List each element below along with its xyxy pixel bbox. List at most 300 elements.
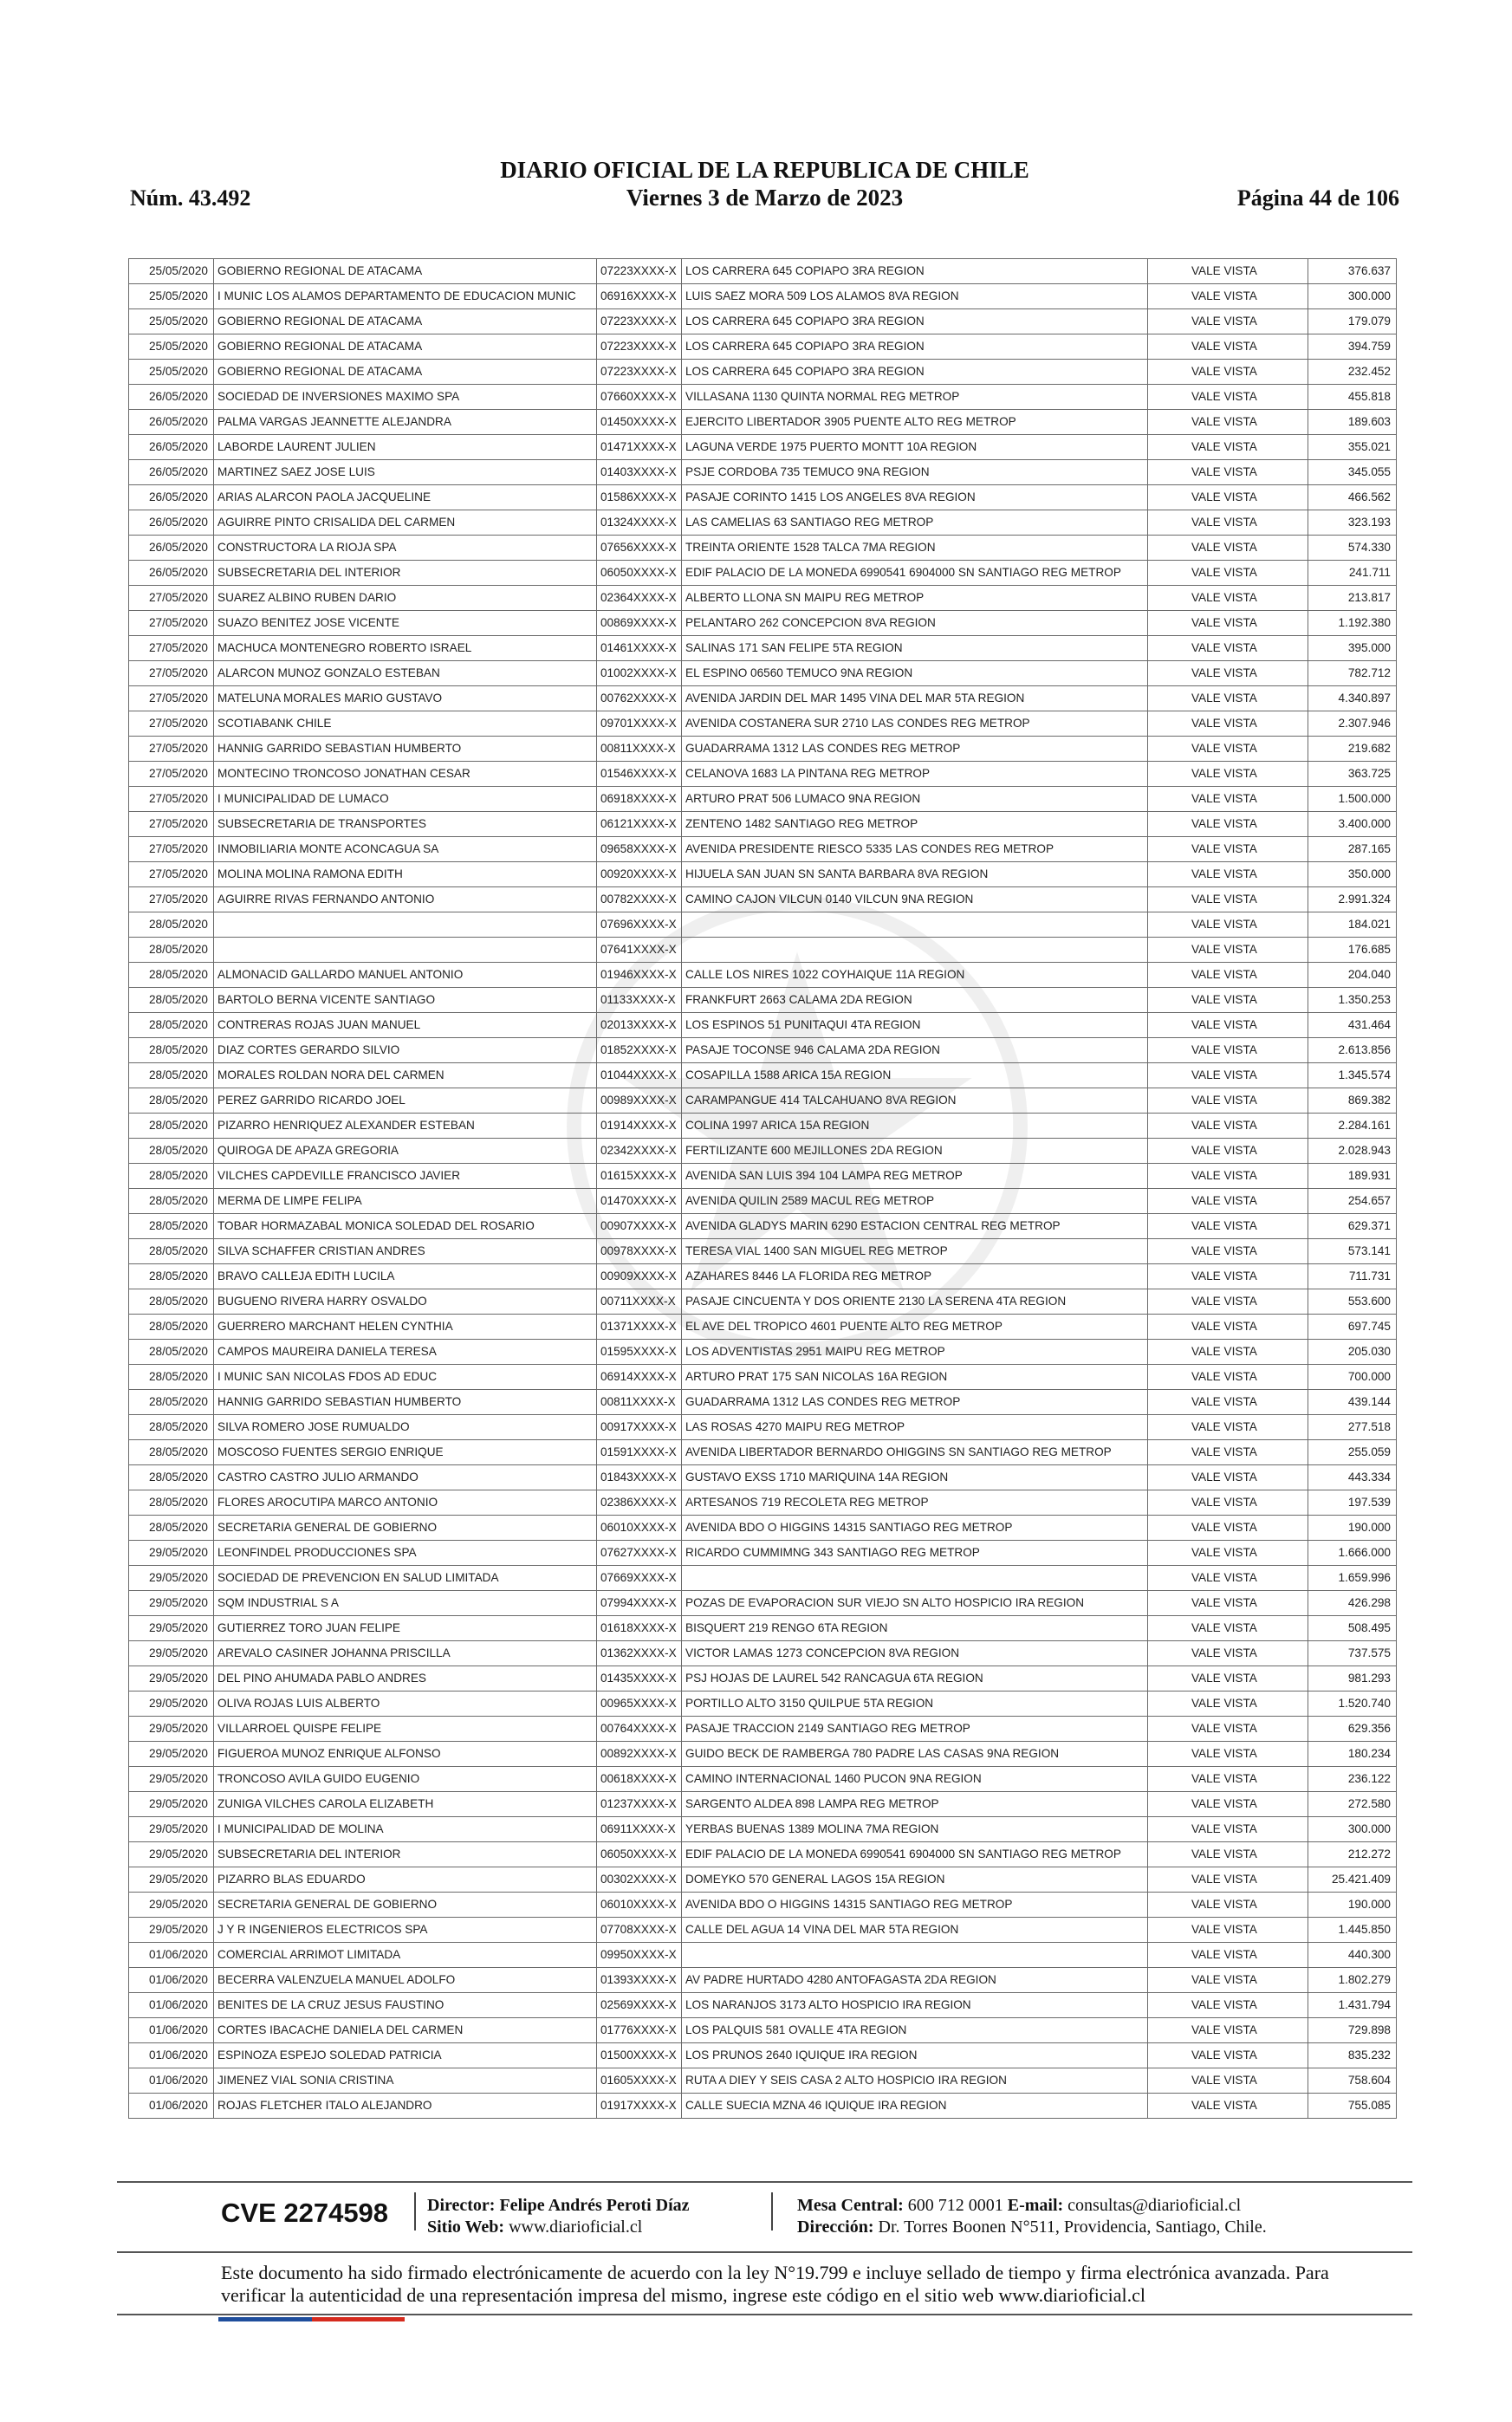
row-payment-method: VALE VISTA <box>1148 259 1308 284</box>
row-payment-method: VALE VISTA <box>1148 2094 1308 2119</box>
row-date: 27/05/2020 <box>129 711 214 737</box>
table-row <box>129 410 1397 435</box>
row-amount: 254.657 <box>1308 1189 1397 1214</box>
row-address: POZAS DE EVAPORACION SUR VIEJO SN ALTO HOSPICIO IRA REGION <box>682 1591 1148 1616</box>
row-name: SQM INDUSTRIAL S A <box>214 1591 597 1616</box>
row-name: DIAZ CORTES GERARDO SILVIO <box>214 1038 597 1063</box>
row-amount: 236.122 <box>1308 1767 1397 1792</box>
row-rut: 01776XXXX-X <box>597 2018 682 2043</box>
row-name: LABORDE LAURENT JULIEN <box>214 435 597 460</box>
row-address: LOS CARRERA 645 COPIAPO 3RA REGION <box>682 334 1148 360</box>
row-rut: 00762XXXX-X <box>597 686 682 711</box>
row-date: 25/05/2020 <box>129 259 214 284</box>
table-row <box>129 385 1397 410</box>
row-name: MATELUNA MORALES MARIO GUSTAVO <box>214 686 597 711</box>
row-rut: 01044XXXX-X <box>597 1063 682 1088</box>
row-rut: 00782XXXX-X <box>597 887 682 912</box>
row-rut: 07696XXXX-X <box>597 912 682 938</box>
row-address: ALBERTO LLONA SN MAIPU REG METROP <box>682 586 1148 611</box>
table-row <box>129 1239 1397 1264</box>
row-date: 27/05/2020 <box>129 611 214 636</box>
row-rut: 06121XXXX-X <box>597 812 682 837</box>
row-date: 25/05/2020 <box>129 309 214 334</box>
address-value: Dr. Torres Boonen N°511, Providencia, Santiago, Chile. <box>878 2217 1267 2237</box>
row-amount: 395.000 <box>1308 636 1397 661</box>
row-name: ROJAS FLETCHER ITALO ALEJANDRO <box>214 2094 597 2119</box>
table-row <box>129 1867 1397 1893</box>
row-date: 29/05/2020 <box>129 1616 214 1641</box>
table-row <box>129 1139 1397 1164</box>
row-date: 27/05/2020 <box>129 837 214 862</box>
row-amount: 232.452 <box>1308 360 1397 385</box>
row-name: DEL PINO AHUMADA PABLO ANDRES <box>214 1666 597 1692</box>
row-payment-method: VALE VISTA <box>1148 636 1308 661</box>
row-address: AVENIDA BDO O HIGGINS 14315 SANTIAGO REG METROP <box>682 1516 1148 1541</box>
table-row <box>129 1767 1397 1792</box>
director-line <box>427 2195 690 2217</box>
row-name: QUIROGA DE APAZA GREGORIA <box>214 1139 597 1164</box>
row-amount: 219.682 <box>1308 737 1397 762</box>
table-row <box>129 1440 1397 1465</box>
email-link[interactable]: consultas@diarioficial.cl <box>1067 2196 1242 2215</box>
table-row <box>129 1641 1397 1666</box>
chile-flag-stripe <box>218 2317 405 2321</box>
row-name: CASTRO CASTRO JULIO ARMANDO <box>214 1465 597 1490</box>
row-rut: 06010XXXX-X <box>597 1893 682 1918</box>
table-row <box>129 1315 1397 1340</box>
row-address: AVENIDA GLADYS MARIN 6290 ESTACION CENTRAL REG METROP <box>682 1214 1148 1239</box>
row-name: MERMA DE LIMPE FELIPA <box>214 1189 597 1214</box>
row-address: AVENIDA SAN LUIS 394 104 LAMPA REG METROP <box>682 1164 1148 1189</box>
row-amount: 553.600 <box>1308 1289 1397 1315</box>
table-row <box>129 1541 1397 1566</box>
row-amount: 729.898 <box>1308 2018 1397 2043</box>
row-address: AVENIDA QUILIN 2589 MACUL REG METROP <box>682 1189 1148 1214</box>
flag-red-segment <box>312 2317 406 2321</box>
row-name: AGUIRRE PINTO CRISALIDA DEL CARMEN <box>214 510 597 536</box>
row-name: SECRETARIA GENERAL DE GOBIERNO <box>214 1516 597 1541</box>
row-date: 28/05/2020 <box>129 1164 214 1189</box>
row-date: 28/05/2020 <box>129 1390 214 1415</box>
row-amount: 1.431.794 <box>1308 1993 1397 2018</box>
row-address: GUADARRAMA 1312 LAS CONDES REG METROP <box>682 737 1148 762</box>
row-amount: 782.712 <box>1308 661 1397 686</box>
row-address: LAGUNA VERDE 1975 PUERTO MONTT 10A REGION <box>682 435 1148 460</box>
row-address: ARTURO PRAT 506 LUMACO 9NA REGION <box>682 787 1148 812</box>
row-address: AVENIDA PRESIDENTE RIESCO 5335 LAS CONDES REG METROP <box>682 837 1148 862</box>
row-name: ZUNIGA VILCHES CAROLA ELIZABETH <box>214 1792 597 1817</box>
row-name: PIZARRO HENRIQUEZ ALEXANDER ESTEBAN <box>214 1114 597 1139</box>
row-date: 28/05/2020 <box>129 1139 214 1164</box>
row-address: EDIF PALACIO DE LA MONEDA 6990541 6904000 SN SANTIAGO REG METROP <box>682 561 1148 586</box>
table-row <box>129 259 1397 284</box>
row-payment-method: VALE VISTA <box>1148 460 1308 485</box>
row-amount: 455.818 <box>1308 385 1397 410</box>
row-payment-method: VALE VISTA <box>1148 1038 1308 1063</box>
row-date: 27/05/2020 <box>129 737 214 762</box>
table-row <box>129 1038 1397 1063</box>
row-address: ARTURO PRAT 175 SAN NICOLAS 16A REGION <box>682 1365 1148 1390</box>
row-date: 01/06/2020 <box>129 2094 214 2119</box>
row-amount: 431.464 <box>1308 1013 1397 1038</box>
row-payment-method: VALE VISTA <box>1148 284 1308 309</box>
row-name: GUERRERO MARCHANT HELEN CYNTHIA <box>214 1315 597 1340</box>
row-payment-method: VALE VISTA <box>1148 1465 1308 1490</box>
row-name: SUBSECRETARIA DEL INTERIOR <box>214 561 597 586</box>
row-payment-method: VALE VISTA <box>1148 963 1308 988</box>
row-payment-method: VALE VISTA <box>1148 737 1308 762</box>
row-amount: 197.539 <box>1308 1490 1397 1516</box>
row-date: 28/05/2020 <box>129 1013 214 1038</box>
footer-contact-block <box>797 2195 1267 2238</box>
row-payment-method: VALE VISTA <box>1148 661 1308 686</box>
row-amount: 355.021 <box>1308 435 1397 460</box>
row-rut: 09701XXXX-X <box>597 711 682 737</box>
row-address: LOS ESPINOS 51 PUNITAQUI 4TA REGION <box>682 1013 1148 1038</box>
row-address: VICTOR LAMAS 1273 CONCEPCION 8VA REGION <box>682 1641 1148 1666</box>
row-name: GOBIERNO REGIONAL DE ATACAMA <box>214 360 597 385</box>
table-row <box>129 586 1397 611</box>
row-payment-method: VALE VISTA <box>1148 1164 1308 1189</box>
row-name: SILVA SCHAFFER CRISTIAN ANDRES <box>214 1239 597 1264</box>
row-rut: 00920XXXX-X <box>597 862 682 887</box>
row-rut: 06918XXXX-X <box>597 787 682 812</box>
row-name: FIGUEROA MUNOZ ENRIQUE ALFONSO <box>214 1742 597 1767</box>
row-name: HANNIG GARRIDO SEBASTIAN HUMBERTO <box>214 737 597 762</box>
row-rut: 09950XXXX-X <box>597 1943 682 1968</box>
row-address: LOS PALQUIS 581 OVALLE 4TA REGION <box>682 2018 1148 2043</box>
row-amount: 363.725 <box>1308 762 1397 787</box>
row-name: BRAVO CALLEJA EDITH LUCILA <box>214 1264 597 1289</box>
row-payment-method: VALE VISTA <box>1148 1214 1308 1239</box>
row-amount: 2.307.946 <box>1308 711 1397 737</box>
row-date: 28/05/2020 <box>129 1340 214 1365</box>
table-row <box>129 1516 1397 1541</box>
table-row <box>129 862 1397 887</box>
row-rut: 01615XXXX-X <box>597 1164 682 1189</box>
row-address: LOS NARANJOS 3173 ALTO HOSPICIO IRA REGION <box>682 1993 1148 2018</box>
row-amount: 1.520.740 <box>1308 1692 1397 1717</box>
row-amount: 1.445.850 <box>1308 1918 1397 1943</box>
row-payment-method: VALE VISTA <box>1148 536 1308 561</box>
row-name: ARIAS ALARCON PAOLA JACQUELINE <box>214 485 597 510</box>
row-amount: 300.000 <box>1308 284 1397 309</box>
row-rut: 07627XXXX-X <box>597 1541 682 1566</box>
row-payment-method: VALE VISTA <box>1148 1139 1308 1164</box>
flag-blue-segment <box>218 2317 312 2321</box>
row-date: 27/05/2020 <box>129 862 214 887</box>
row-payment-method: VALE VISTA <box>1148 1541 1308 1566</box>
table-row <box>129 360 1397 385</box>
row-name: SUAZO BENITEZ JOSE VICENTE <box>214 611 597 636</box>
row-date: 28/05/2020 <box>129 938 214 963</box>
row-rut: 00989XXXX-X <box>597 1088 682 1114</box>
row-rut: 01362XXXX-X <box>597 1641 682 1666</box>
row-date: 28/05/2020 <box>129 1189 214 1214</box>
row-payment-method: VALE VISTA <box>1148 586 1308 611</box>
row-rut: 02386XXXX-X <box>597 1490 682 1516</box>
table-row <box>129 536 1397 561</box>
row-amount: 300.000 <box>1308 1817 1397 1842</box>
row-date: 01/06/2020 <box>129 1968 214 1993</box>
row-date: 29/05/2020 <box>129 1792 214 1817</box>
table-row <box>129 711 1397 737</box>
table-row <box>129 1616 1397 1641</box>
row-address: CAMINO INTERNACIONAL 1460 PUCON 9NA REGION <box>682 1767 1148 1792</box>
row-payment-method: VALE VISTA <box>1148 1666 1308 1692</box>
row-rut: 01324XXXX-X <box>597 510 682 536</box>
row-amount: 629.356 <box>1308 1717 1397 1742</box>
row-name: MONTECINO TRONCOSO JONATHAN CESAR <box>214 762 597 787</box>
row-payment-method: VALE VISTA <box>1148 1289 1308 1315</box>
row-name: MORALES ROLDAN NORA DEL CARMEN <box>214 1063 597 1088</box>
row-amount: 180.234 <box>1308 1742 1397 1767</box>
row-payment-method: VALE VISTA <box>1148 787 1308 812</box>
row-name: AGUIRRE RIVAS FERNANDO ANTONIO <box>214 887 597 912</box>
row-date: 28/05/2020 <box>129 912 214 938</box>
row-name: SUBSECRETARIA DE TRANSPORTES <box>214 812 597 837</box>
row-payment-method: VALE VISTA <box>1148 1616 1308 1641</box>
row-amount: 3.400.000 <box>1308 812 1397 837</box>
row-name: ALARCON MUNOZ GONZALO ESTEBAN <box>214 661 597 686</box>
row-rut: 01450XXXX-X <box>597 410 682 435</box>
row-payment-method: VALE VISTA <box>1148 1968 1308 1993</box>
table-row <box>129 1742 1397 1767</box>
footer-divider <box>771 2192 773 2230</box>
row-amount: 1.350.253 <box>1308 988 1397 1013</box>
row-amount: 323.193 <box>1308 510 1397 536</box>
row-date: 28/05/2020 <box>129 1516 214 1541</box>
row-name: GOBIERNO REGIONAL DE ATACAMA <box>214 309 597 334</box>
table-row <box>129 812 1397 837</box>
row-payment-method: VALE VISTA <box>1148 1365 1308 1390</box>
row-address: GUADARRAMA 1312 LAS CONDES REG METROP <box>682 1390 1148 1415</box>
row-amount: 376.637 <box>1308 259 1397 284</box>
row-address: AVENIDA JARDIN DEL MAR 1495 VINA DEL MAR 5TA REGION <box>682 686 1148 711</box>
row-payment-method: VALE VISTA <box>1148 1993 1308 2018</box>
row-payment-method: VALE VISTA <box>1148 762 1308 787</box>
row-address: LOS CARRERA 645 COPIAPO 3RA REGION <box>682 309 1148 334</box>
table-row <box>129 561 1397 586</box>
row-rut: 07641XXXX-X <box>597 938 682 963</box>
row-date: 26/05/2020 <box>129 561 214 586</box>
table-row <box>129 1264 1397 1289</box>
row-amount: 1.659.996 <box>1308 1566 1397 1591</box>
table-row <box>129 435 1397 460</box>
row-address: PSJE CORDOBA 735 TEMUCO 9NA REGION <box>682 460 1148 485</box>
row-payment-method: VALE VISTA <box>1148 988 1308 1013</box>
row-address: SARGENTO ALDEA 898 LAMPA REG METROP <box>682 1792 1148 1817</box>
row-address: LOS PRUNOS 2640 IQUIQUE IRA REGION <box>682 2043 1148 2068</box>
row-payment-method: VALE VISTA <box>1148 1591 1308 1616</box>
row-payment-method: VALE VISTA <box>1148 1114 1308 1139</box>
row-amount: 213.817 <box>1308 586 1397 611</box>
table-row <box>129 1968 1397 1993</box>
row-date: 25/05/2020 <box>129 284 214 309</box>
row-payment-method: VALE VISTA <box>1148 1340 1308 1365</box>
row-date: 29/05/2020 <box>129 1666 214 1692</box>
director-label: Director: <box>427 2196 496 2215</box>
table-row <box>129 988 1397 1013</box>
row-date: 27/05/2020 <box>129 787 214 812</box>
row-amount: 277.518 <box>1308 1415 1397 1440</box>
row-payment-method: VALE VISTA <box>1148 410 1308 435</box>
row-rut: 02342XXXX-X <box>597 1139 682 1164</box>
publication-title: DIARIO OFICIAL DE LA REPUBLICA DE CHILE <box>500 157 1029 183</box>
row-address: ARTESANOS 719 RECOLETA REG METROP <box>682 1490 1148 1516</box>
row-amount: 981.293 <box>1308 1666 1397 1692</box>
row-address: AZAHARES 8446 LA FLORIDA REG METROP <box>682 1264 1148 1289</box>
row-rut: 00618XXXX-X <box>597 1767 682 1792</box>
row-rut: 06050XXXX-X <box>597 1842 682 1867</box>
row-date: 29/05/2020 <box>129 1918 214 1943</box>
row-amount: 711.731 <box>1308 1264 1397 1289</box>
row-amount: 350.000 <box>1308 862 1397 887</box>
table-row <box>129 1842 1397 1867</box>
row-address <box>682 938 1148 963</box>
row-date: 26/05/2020 <box>129 536 214 561</box>
row-rut: 07223XXXX-X <box>597 334 682 360</box>
row-payment-method: VALE VISTA <box>1148 1063 1308 1088</box>
row-date: 27/05/2020 <box>129 661 214 686</box>
row-amount: 426.298 <box>1308 1591 1397 1616</box>
mesa-line <box>797 2195 1267 2217</box>
row-address: LOS CARRERA 645 COPIAPO 3RA REGION <box>682 259 1148 284</box>
row-date: 27/05/2020 <box>129 686 214 711</box>
row-payment-method: VALE VISTA <box>1148 485 1308 510</box>
table-row <box>129 460 1397 485</box>
row-payment-method: VALE VISTA <box>1148 1918 1308 1943</box>
row-rut: 00965XXXX-X <box>597 1692 682 1717</box>
row-name: GOBIERNO REGIONAL DE ATACAMA <box>214 259 597 284</box>
row-rut: 06914XXXX-X <box>597 1365 682 1390</box>
row-amount: 345.055 <box>1308 460 1397 485</box>
row-address: PASAJE CORINTO 1415 LOS ANGELES 8VA REGION <box>682 485 1148 510</box>
row-name: SOCIEDAD DE INVERSIONES MAXIMO SPA <box>214 385 597 410</box>
table-row <box>129 1164 1397 1189</box>
row-name: GOBIERNO REGIONAL DE ATACAMA <box>214 334 597 360</box>
row-amount: 190.000 <box>1308 1893 1397 1918</box>
row-rut: 07669XXXX-X <box>597 1566 682 1591</box>
row-name: LEONFINDEL PRODUCCIONES SPA <box>214 1541 597 1566</box>
row-address: AV PADRE HURTADO 4280 ANTOFAGASTA 2DA REGION <box>682 1968 1148 1993</box>
page-number: Página 44 de 106 <box>1236 185 1399 211</box>
table-row <box>129 1817 1397 1842</box>
row-address: LOS ADVENTISTAS 2951 MAIPU REG METROP <box>682 1340 1148 1365</box>
row-name: VILLARROEL QUISPE FELIPE <box>214 1717 597 1742</box>
row-amount: 1.802.279 <box>1308 1968 1397 1993</box>
row-payment-method: VALE VISTA <box>1148 334 1308 360</box>
row-date: 27/05/2020 <box>129 887 214 912</box>
row-payment-method: VALE VISTA <box>1148 1867 1308 1893</box>
table-row <box>129 1114 1397 1139</box>
row-payment-method: VALE VISTA <box>1148 912 1308 938</box>
table-row <box>129 510 1397 536</box>
row-payment-method: VALE VISTA <box>1148 837 1308 862</box>
table-row <box>129 1365 1397 1390</box>
row-amount: 2.991.324 <box>1308 887 1397 912</box>
row-date: 29/05/2020 <box>129 1692 214 1717</box>
row-amount: 1.192.380 <box>1308 611 1397 636</box>
row-amount: 508.495 <box>1308 1616 1397 1641</box>
row-rut: 06010XXXX-X <box>597 1516 682 1541</box>
website-link[interactable]: www.diarioficial.cl <box>509 2217 643 2237</box>
row-address <box>682 1566 1148 1591</box>
website-label: Sitio Web: <box>427 2217 505 2237</box>
row-address: PELANTARO 262 CONCEPCION 8VA REGION <box>682 611 1148 636</box>
row-amount: 394.759 <box>1308 334 1397 360</box>
row-rut: 01605XXXX-X <box>597 2068 682 2094</box>
row-address: AVENIDA BDO O HIGGINS 14315 SANTIAGO REG METROP <box>682 1893 1148 1918</box>
row-rut: 02364XXXX-X <box>597 586 682 611</box>
row-rut: 07660XXXX-X <box>597 385 682 410</box>
row-rut: 06050XXXX-X <box>597 561 682 586</box>
row-payment-method: VALE VISTA <box>1148 1742 1308 1767</box>
table-row <box>129 737 1397 762</box>
row-date: 26/05/2020 <box>129 410 214 435</box>
row-date: 28/05/2020 <box>129 988 214 1013</box>
row-address: TREINTA ORIENTE 1528 TALCA 7MA REGION <box>682 536 1148 561</box>
row-rut: 01393XXXX-X <box>597 1968 682 1993</box>
table-row <box>129 787 1397 812</box>
row-amount: 2.284.161 <box>1308 1114 1397 1139</box>
row-amount: 1.345.574 <box>1308 1063 1397 1088</box>
row-name: CORTES IBACACHE DANIELA DEL CARMEN <box>214 2018 597 2043</box>
row-amount: 835.232 <box>1308 2043 1397 2068</box>
publication-date: Viernes 3 de Marzo de 2023 <box>626 185 904 211</box>
row-payment-method: VALE VISTA <box>1148 1390 1308 1415</box>
row-payment-method: VALE VISTA <box>1148 510 1308 536</box>
table-row <box>129 1692 1397 1717</box>
table-row <box>129 1415 1397 1440</box>
row-name: I MUNIC LOS ALAMOS DEPARTAMENTO DE EDUCACION MUNIC <box>214 284 597 309</box>
row-name: BECERRA VALENZUELA MANUEL ADOLFO <box>214 1968 597 1993</box>
row-amount: 2.613.856 <box>1308 1038 1397 1063</box>
row-address: LAS CAMELIAS 63 SANTIAGO REG METROP <box>682 510 1148 536</box>
row-rut: 01371XXXX-X <box>597 1315 682 1340</box>
table-row <box>129 837 1397 862</box>
footer-divider <box>414 2192 416 2230</box>
row-amount: 439.144 <box>1308 1390 1397 1415</box>
row-rut: 01133XXXX-X <box>597 988 682 1013</box>
row-name: I MUNICIPALIDAD DE LUMACO <box>214 787 597 812</box>
row-name: BARTOLO BERNA VICENTE SANTIAGO <box>214 988 597 1013</box>
row-rut: 01435XXXX-X <box>597 1666 682 1692</box>
row-payment-method: VALE VISTA <box>1148 2018 1308 2043</box>
row-date: 28/05/2020 <box>129 1490 214 1516</box>
row-address: AVENIDA LIBERTADOR BERNARDO OHIGGINS SN SANTIAGO REG METROP <box>682 1440 1148 1465</box>
row-rut: 06911XXXX-X <box>597 1817 682 1842</box>
row-name: CAMPOS MAUREIRA DANIELA TERESA <box>214 1340 597 1365</box>
row-rut: 07223XXXX-X <box>597 259 682 284</box>
row-address: BISQUERT 219 RENGO 6TA REGION <box>682 1616 1148 1641</box>
row-rut: 01618XXXX-X <box>597 1616 682 1641</box>
row-date: 26/05/2020 <box>129 485 214 510</box>
row-address: FRANKFURT 2663 CALAMA 2DA REGION <box>682 988 1148 1013</box>
footer-top-rule <box>117 2181 1412 2183</box>
row-rut: 06916XXXX-X <box>597 284 682 309</box>
row-address: EDIF PALACIO DE LA MONEDA 6990541 6904000 SN SANTIAGO REG METROP <box>682 1842 1148 1867</box>
row-name: CONSTRUCTORA LA RIOJA SPA <box>214 536 597 561</box>
row-address: LAS ROSAS 4270 MAIPU REG METROP <box>682 1415 1148 1440</box>
row-date: 28/05/2020 <box>129 1415 214 1440</box>
row-name: SECRETARIA GENERAL DE GOBIERNO <box>214 1893 597 1918</box>
row-payment-method: VALE VISTA <box>1148 309 1308 334</box>
table-row <box>129 1943 1397 1968</box>
row-date: 27/05/2020 <box>129 762 214 787</box>
row-date: 27/05/2020 <box>129 812 214 837</box>
row-address: CAMINO CAJON VILCUN 0140 VILCUN 9NA REGION <box>682 887 1148 912</box>
